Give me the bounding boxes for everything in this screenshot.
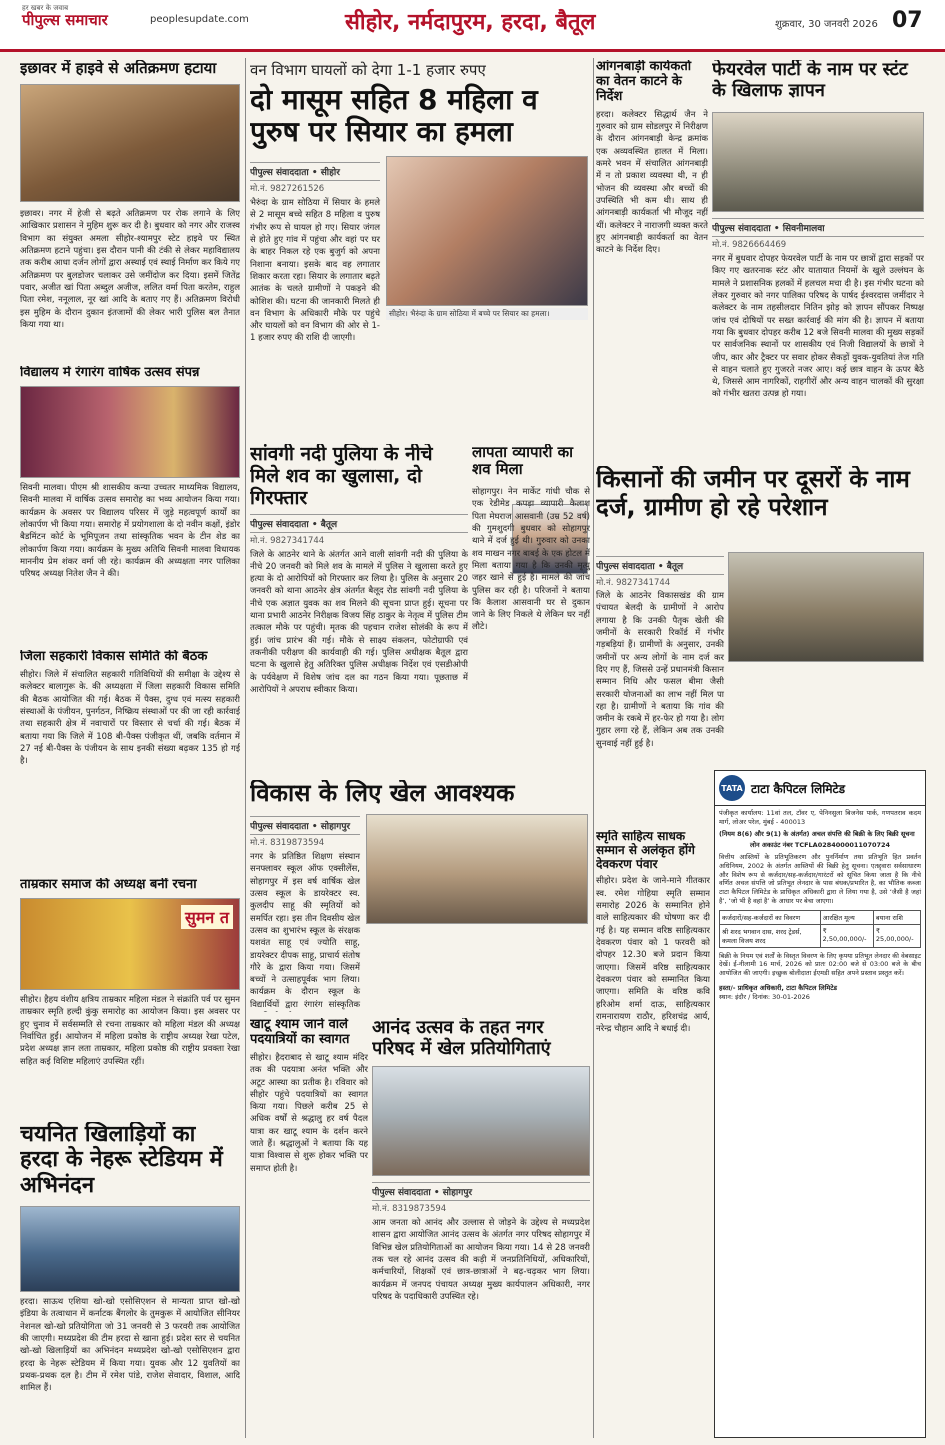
sports-event-photo (366, 814, 588, 924)
auction-table (719, 910, 921, 948)
article-encroachment (20, 60, 240, 360)
tata-capital-notice (714, 770, 926, 1438)
bulldozer-photo (20, 84, 240, 202)
article-headline[interactable]: खाटू श्याम जाने वाले पदयात्रियों का स्वागत (250, 1018, 350, 1047)
article-body: सीहोर। हैदराबाद से खाटू श्याम मंदिर तक की पदयात्रा अनंत भक्ति और अटूट आस्था का प्रतीक है। रविवार को सीहोर पहुंचे पदयात्रियों का स्वागत किया गया। पिछले करीब 25 से अधिक वर्षों से श्रद्धालु हर वर्ष पैदल यात्रा कर खाटू श्याम के दर्शन करने जाते हैं। श्रद्धालुओं ने बताया कि यह यात्रा विश्वास से शुरू होकर भक्ति पर समाप्त होती है। (250, 1052, 368, 1174)
mobile-number: मो.नं. 8319873594 (372, 1204, 447, 1214)
logo-tagline: हर खबर के जवाब (22, 4, 69, 12)
article-body: सीहोर। प्रदेश के जाने-माने गीतकार स्व. रमेश गोहिया स्मृति सम्मान समारोह 2026 के सम्मानित होने वाले साहित्यकार की घोषणा कर दी गई है। यह सम्मान वरिष्ठ साहित्यकार देवकरण पंवार को 1 फरवरी को दोपहर 12.30 बजे प्रदान किया जाएगा। जिसमें वरिष्ठ साहित्यकार देवकरण पंवार को सम्मानित किया जाएगा। समिति के वरिष्ठ कवि हरिओम शर्मा दाऊ, साहित्यकार रामनारायण राठौर, हरिशचंद्र आर्य, नरेन्द्र चौहान आदि ने बधाई दी। (596, 876, 710, 1035)
article-missing-trader (472, 444, 590, 774)
issue-date: शुक्रवार, 30 जनवरी 2026 (775, 19, 878, 30)
article-khatu-shyam (250, 1018, 368, 1438)
loan-account: लोन अकाउंट नंबर TCFLA0284000011070724 (749, 841, 891, 850)
article-body: हरदा। साऊथ एशिया खो-खो एसोसिएशन से मान्यता प्राप्त खो-खो इंडिया के तत्वाधान में कर्नाटक बैंगलोर के तुमकुरू में आयोजित सीनियर नेशनल खो-खो प्रतियोगिता जो 31 जनवरी से 3 फरवरी तक आयोजित की जाएगी। मध्यप्रदेश की टीम हरदा से खाना हुई। प्रदेश स्तर से चयनित खो-खो खिलाड़ियों का अभिनंदन मध्यप्रदेश खो-खो एसोसिएशन द्वारा हरदा के नेहरू स्टेडियम में किया गया। युवक और 12 युवतियों का प्रथक-प्रथक दल है। टीम में रमेश पांडे, राजेश सेवादार, विशाल, आदि शामिल हैं। (20, 1297, 240, 1394)
article-headline[interactable]: विकास के लिए खेल आवश्यक (250, 780, 515, 807)
byline: पीपुल्स संवाददाता • बैतूल (250, 514, 468, 533)
byline: पीपुल्स संवाददाता • बैतूल (596, 556, 724, 575)
women-group-photo (20, 898, 240, 990)
article-headline[interactable]: चयनित खिलाड़ियों का हरदा के नेहरू स्टेडियम में अभिनंदन (20, 1122, 223, 1198)
article-body: आम जनता को आनंद और उल्लास से जोड़ने के उद्देश्य से मध्यप्रदेश शासन द्वारा आयोजित आनंद उत्सव के अंतर्गत नगर परिषद सोहागपुर में विभिन्न खेल प्रतियोगिताओं का आयोजन किया गया। 14 से 28 जनवरी तक चल रहे आनंद उत्सव की कड़ी में जनप्रतिनिधियों, अधिकारियों, कर्मचारियों, शिक्षकों एवं छात्र-छात्राओं ने बढ़-चढ़कर भाग लिया। कार्यक्रम में जनपद पंचायत अध्यक्ष मुख्य कार्यपालन अधिकारी, नगर परिषद के पदाधिकारी उपस्थित रहे। (372, 1218, 590, 1302)
article-jackal-attack (250, 60, 590, 440)
newspaper-logo[interactable]: पीपुल्स समाचार (22, 11, 108, 29)
stage-photo (20, 386, 240, 478)
memorandum-photo (712, 112, 924, 212)
article-headline[interactable]: जिला सहकारी विकास समिति की बैठक (20, 650, 208, 664)
team-photo (20, 1206, 240, 1292)
byline: पीपुल्स संवाददाता • सोहागपुर (250, 816, 360, 835)
article-headline[interactable]: आंगनबाड़ी कार्यकर्ता का वेतन काटने के निर्देश (596, 60, 692, 104)
article-annual-function (20, 366, 240, 646)
table-cell: श्री शरद भगवान दास, शरद ट्रेडर्स, कमला विजय शरद (720, 924, 821, 947)
sports-competition-photo (372, 1066, 590, 1176)
article-anganwadi (596, 60, 708, 460)
table-cell: ₹ 2,50,00,000/- (820, 924, 873, 947)
website-link[interactable]: peoplesupdate.com (150, 14, 249, 25)
photo-caption: सीहोर। भैरुंदा के ग्राम सोठिया में बच्चे पर सियार का हमला। (386, 308, 588, 320)
article-headline[interactable]: आनंद उत्सव के तहत नगर परिषद में खेल प्रतियोगिताएं (372, 1018, 551, 1059)
article-body: सीहोर। जिले में संचालित सहकारी गतिविधियों की समीक्षा के उद्देश्य से कलेक्टर बालागुरू के. की अध्यक्षता में जिला सहकारी विकास समिति की बैठक आयोजित की गई। बैठक में पैक्स, दुग्ध एवं मत्स्य सहकारी संस्थाओं के पंजीयन, पुनर्गठन, निष्क्रिय संस्थाओं पर की जा रही कार्रवाई तथा सहकारी क्षेत्र में नवाचारों पर विस्तार से चर्चा की गई। बैठक में बताया गया कि जिले में 108 बी-पैक्स पंजीकृत थीं, जबकि वर्तमान में 27 नई बी-पैक्स के पंजीयन के साथ इनकी संख्या बढ़कर 135 हो गई है। (20, 669, 240, 767)
article-headline[interactable]: स्मृति साहित्य साधक सम्मान से अलंकृत होंगे देवकरण पंवार (596, 830, 695, 871)
article-kicker: वन विभाग घायलों को देगा 1-1 हजार रुपए (250, 61, 486, 79)
article-body: नगर में बुधवार दोपहर फेयरवेल पार्टी के नाम पर छात्रों द्वारा सड़कों पर किए गए खतरनाक स्टंट और यातायात नियमों के खुले उल्लंघन के मामले ने प्रशासनिक हलकों में हलचल मचा दी है। इस गंभीर घटना को लेकर गुरुवार को नगर पालिका परिषद के पार्षद ईश्वरदास जमींदार ने कलेक्टर के नाम तहसीलदार नितिन झोड़ को ज्ञापन सौंपकर निष्पक्ष जांच एवं दोषियों पर सख्त कार्रवाई की मांग की है। ज्ञापन में बताया गया कि बुधवार दोपहर करीब 12 बजे सिवनी मालवा की मुख्य सड़कों पर सार्वजनिक स्थानों पर शासकीय एवं निजी विद्यालयों के छात्रों ने जीप, कार और ट्रैक्टर पर सवार होकर सैकड़ों युवक-युवतियां तेज गति से वाहन चलाते हुए गुजरते नजर आए। कई छात्र वाहन के ऊपर बैठे थे, जिससे आम नागरिकों, राहगीरों और अन्य वाहन चालकों की सुरक्षा को गंभीर खतरा उत्पन्न हो गया। (712, 254, 924, 400)
article-body: सीहोर। हैहय वंशीय क्षत्रिय ताम्रकार महिला मंडल ने संक्रांति पर्व पर सुमन ताम्रकार स्मृति हल्दी कुंकु समारोह का आयोजन किया। इस अवसर पर हुए चुनाव में सर्वसम्मति से रचना ताम्रकार को महिला मंडल की अध्यक्ष निर्वाचित हुईं। आयोजन में महिला प्रकोष्ठ के राष्ट्रीय अध्यक्ष रेखा पटेल, प्रदेश अध्यक्ष ज्ञान लता ताम्रकार, महिला प्रकोष्ठ की राष्ट्रीय प्रवक्ता रेखा सहित कई विशिष्ट महिलाएं उपस्थित रहीं। (20, 995, 240, 1067)
injured-child-photo (386, 156, 588, 306)
article-anand-utsav (372, 1018, 590, 1438)
table-header: आरक्षित मूल्य (820, 910, 873, 924)
article-land-records (596, 466, 924, 766)
tata-logo-icon: TATA (719, 775, 745, 801)
byline: पीपुल्स संवाददाता • सोहागपुर (372, 1182, 590, 1201)
article-tamrakar-samaj (20, 878, 240, 1118)
place-date: स्थान: इंदौर / दिनांक: 30-01-2026 (719, 992, 810, 1001)
signature: हस्ता/- प्राधिकृत अधिकारी, टाटा कैपिटल लिमिटेड (719, 983, 838, 992)
table-cell: ₹ 25,00,000/- (873, 924, 920, 947)
article-headline[interactable]: सांवगी नदी पुलिया के नीचे मिले शव का खुलासा, दो गिरफ्तार (250, 444, 433, 509)
article-body: जिले के आठनेर विकासखंड की ग्राम पंचायत बेलदी के ग्रामीणों ने आरोप लगाया है कि उनकी पैतृक खेती की जमीनों के सरकारी रिकॉर्ड में गंभीर गड़बड़ियां हैं। ग्रामीणों के अनुसार, उनकी जमीनों पर अन्य लोगों के नाम दर्ज कर दिए गए हैं, जिससे उन्हें प्रधानमंत्री किसान सम्मान निधि और फसल बीमा जैसी सरकारी योजनाओं का लाभ नहीं मिल पा रहा है। ग्रामीणों ने बताया कि गांव की जमीन के रकबे में हर-फेर हो गया है। लोग गुहार लगा रहे हैं, लेकिन अब तक उनकी सुनवाई नहीं हुई है। (596, 591, 724, 749)
article-body: नगर के प्रतिष्ठित शिक्षण संस्थान सनफ्लावर स्कूल ऑफ एक्सीलेंस, सोहागपुर में इस वर्ष वार्षिक खेल उत्सव स्कूल के डायरेक्टर स्व. कुलदीप साहू की स्मृतियों को समर्पित रहा। इस तीन दिवसीय खेल उत्सव का शुभारंभ स्कूल के संरक्षक यशवंत साहू एवं ज्योति साहू, डायरेक्टर दीपक साहू, प्राचार्य संतोष गौरे के द्वारा किया गया। जिसमें बच्चों ने उत्साहपूर्वक भाग लिया। कार्यक्रम के दौरान स्कूल के विद्यार्थियों द्वारा रंगारंग सांस्कृतिक (250, 852, 360, 1010)
article-literary-award (596, 830, 710, 1130)
mobile-number: मो.नं. 9827341744 (596, 578, 671, 588)
article-headline[interactable]: ताम्रकार समाज की अध्यक्ष बनीं रचना (20, 878, 197, 892)
column-divider (245, 58, 246, 1438)
company-name: टाटा कैपिटल लिमिटेड (751, 781, 845, 796)
villagers-photo (728, 552, 924, 662)
company-address: पंजीकृत कार्यालय: 11वां तल, टॉवर ए, पेनिनसुला बिजनेस पार्क, गणपतराव कदम मार्ग, लोअर परेल, मुंबई - 400013 (719, 809, 921, 826)
notice-title: (नियम 8(6) और 9(1) के अंतर्गत) अचल संपत्ति की बिक्री के लिए बिक्री सूचना (719, 829, 915, 838)
article-headline[interactable]: फेयरवेल पार्टी के नाम पर स्टंट के खिलाफ ज्ञापन (712, 60, 908, 101)
article-sports-festival (250, 780, 590, 1012)
article-body: जिले के आठनेर थाने के अंतर्गत आने वाली सांवगी नदी की पुलिया के नीचे 20 जनवरी को मिले शव के मामले में पुलिस ने खुलासा करते हुए हत्या के दो आरोपियों को गिरफ्तार कर लिया है। पुलिस के अनुसार 20 जनवरी को थाना आठनेर क्षेत्र अंतर्गत बैलूद रोड सांवगी नदी पुलिया के नीचे एक अज्ञात युवक का शव मिलने की सूचना प्राप्त हुई। सूचना पर थाना प्रभारी आठनेर निरीक्षक विजय सिंह ठाकुर के नेतृत्व में पुलिस टीम तत्काल मौके पर पहुंची। मृतक की पहचान राजेश सोलंकी के रूप में हुई। जांच प्रारंभ की गई। मौके से साक्ष्य संकलन, फोटोग्राफी एवं तकनीकी परीक्षण की कार्यवाही की गई। पुलिस अधीक्षक बैतूल द्वारा घटना के खुलासे हेतु अतिरिक्त पुलिस अधीक्षक निर्देश एवं एसडीओपी के पर्यवेक्षण में विशेष जांच दल का गठन किया गया। पूछताछ में आरोपियों ने अपराध स्वीकार किया। (250, 549, 468, 695)
mobile-number: मो.नं. 9827341744 (250, 535, 325, 546)
page-region-title: सीहोर, नर्मदापुरम, हरदा, बैतूल (345, 10, 596, 35)
mobile-number: मो.नं. 8319873594 (250, 838, 325, 848)
table-header: कर्जदारों/सह-कर्जदारों का विवरण (720, 910, 821, 924)
article-body: सिवनी मालवा। पीएम श्री शासकीय कन्या उच्चतर माध्यमिक विद्यालय, सिवनी मालवा में वार्षिक उत्सव समारोह का भव्य आयोजन किया गया। कार्यक्रम के अवसर पर विद्यालय परिसर में जुड़े महत्वपूर्ण कार्यों का लोकार्पण भी किया गया। समारोह में प्रयोगशाला के दो नवीन कक्षों, इंडोर बैडमिंटन कोर्ट के भूमिपूजन तथा सांस्कृतिक भवन के टीन शेड का लोकार्पण किया गया। कार्यक्रम के मुख्य अतिथि सिवनी मालवा विधायक माननीय प्रेम शंकर वर्मा जी रहे। कार्यक्रम की अध्यक्षता नगर पालिका परिषद अध्यक्ष नितेश जैन ने की। (20, 483, 240, 580)
article-headline[interactable]: इछावर में हाइवे से अतिक्रमण हटाया (20, 60, 217, 77)
column-divider (593, 58, 594, 1438)
banner-text: सुमन त (181, 905, 233, 929)
notice-footer: बिक्री के नियम एवं शर्तों के विस्तृत विवरण के लिए कृपया प्रतिभूत लेनदार की वेबसाइट देखें। ई-नीलामी 16 मार्च, 2026 को प्रातः 02:00 बजे से 03:00 बजे के बीच आयोजित की जाएगी। इच्छुक बोलीदाता ईएमडी सहित अपने प्रस्ताव प्रस्तुत करें। (719, 951, 921, 978)
article-kho-kho-players (20, 1122, 240, 1438)
article-headline[interactable]: दो मासूम सहित 8 महिला व पुरुष पर सियार का हमला (250, 83, 538, 149)
article-body: भैरुंदा के ग्राम सोठिया में सियार के हमले से 2 मासूम बच्चे सहित 8 महिला व पुरुष गंभीर रूप से घायल हो गए। सियार जंगल से होते हुए गांव में पहुंचा और वहां पर घर के बाहर निकल रहे एक बुजुर्ग को अपना निशाना बनाया। इसके बाद वह लगातार शिकार करता रहा। सियार के लगातार बढ़ते आतंक के चलते ग्रामीणों ने पकड़ने की कोशिश की। घटना की जानकारी मिलते ही वन विभाग के अधिकारी मौके पर पहुंचे और घायलों को वन विभाग की ओर से 1-1 हजार रुपए की राशि दी जाएगी। (250, 198, 380, 344)
mobile-number: मो.नं. 9826664469 (712, 240, 787, 250)
article-body: हरदा। कलेक्टर सिद्धार्थ जैन ने गुरुवार को ग्राम सोडलपुर में निरीक्षण के दौरान आंगनबाड़ी केन्द्र क्रमांक एक अव्यवस्थित हालत में मिला। कमरे भवन में संचालित आंगनबाड़ी में न तो प्रकाश व्यवस्था थी, न ही भोजन की व्यवस्था और बच्चों की उपस्थिति भी कम थी। साथ ही आंगनबाड़ी कार्यकर्ता भी मौजूद नहीं थीं। कलेक्टर ने नाराजगी व्यक्त करते हुए आंगनबाड़ी कार्यकर्ता का वेतन काटने के निर्देश दिए। (596, 109, 708, 256)
article-body: सोहागपुर। नेन मार्केट गांधी चौक से एक रेडीमेड कपड़ा व्यापारी कैलाश पिता मेघराज आसवानी (उम्र 52 वर्ष) की गुमशुदगी बुधवार को सोहागपुर थाने में दर्ज हुई थी। गुरुवार को उनका शव माखन नगर बाबई के एक होटल में मिला बताया गया है कि उनकी मृत्यु जहर खाने से हुई है। मामले की जांच पुलिस कर रही है। परिजनों ने बताया कि कैलाश आसवानी घर से दुकान जाने के लिए निकले थे लेकिन घर नहीं लौटे। (472, 487, 590, 633)
table-header: बयाना राशि (873, 910, 920, 924)
article-body-found (250, 444, 468, 774)
article-headline[interactable]: विद्यालय में रंगारंग वार्षिक उत्सव संपन्न (20, 366, 200, 380)
page-number: 07 (892, 8, 923, 33)
masthead (0, 0, 945, 52)
article-cooperative-meeting (20, 650, 240, 872)
article-headline[interactable]: किसानों की जमीन पर दूसरों के नाम दर्ज, ग्रामीण हो रहे परेशान (596, 466, 910, 521)
mobile-number: मो.नं. 9827261526 (250, 184, 325, 194)
article-headline[interactable]: लापता व्यापारी का शव मिला (472, 444, 573, 479)
byline: पीपुल्स संवाददाता • सीहोर (250, 162, 380, 181)
article-body: इछावर। नगर में हेजी से बढ़ते अतिक्रमण पर रोक लगाने के लिए आखिकार प्रशासन ने मुहिम शुरू कर दी है। बुधवार को नगर और राजस्व विभाग का संयुक्त अमला सीहोर-श्यामपुर स्टेट हाइवे पर स्थित अतिक्रमण हटाने पहुंचा। इस दौरान पानी की टंकी से लेकर महाविद्यालय तक करीब आधा दर्जन लोगों द्वारा अस्थाई एवं स्थाई निर्माण कर किये गए अतिक्रमण पर बुलडोजर चलाकर उसे जमींदोज कर दिया। इसमें जितेंद्र पवार, अजीत खां पिता अब्दुल अजीज, ललित वर्मा पिता करतेम, राहुल पिता रमेश, ननूलाल, नूर खां आदि के बताए गए हैं। अतिक्रमण विरोधी इस मुहिम के दौरान दुकान इंतजामों की लेकर भारी पुलिस बल तैनात किया गया था। (20, 209, 240, 330)
article-farewell-stunt (712, 60, 924, 460)
byline: पीपुल्स संवाददाता • सिवनीमालवा (712, 218, 924, 237)
notice-body: वित्तीय आस्तियों के प्रतिभूतिकरण और पुनर्निर्माण तथा प्रतिभूति हित प्रवर्तन अधिनियम, 2002 के अंतर्गत आस्तियों की बिक्री हेतु सूचना। एतद्द्वारा सर्वसाधारण और विशेष रूप से कर्जदार/सह-कर्जदार/गारंटरों को सूचित किया जाता है कि नीचे वर्णित अचल संपत्ति जो प्रतिभूत लेनदार के पास बंधक/प्रभारित है, का भौतिक कब्जा टाटा कैपिटल लिमिटेड के प्राधिकृत अधिकारी द्वारा ले लिया गया है, उसे ‘जैसी है जहां है’, ‘जो भी है वहां है’ के आधार पर बेचा जाएगा। (719, 853, 921, 905)
